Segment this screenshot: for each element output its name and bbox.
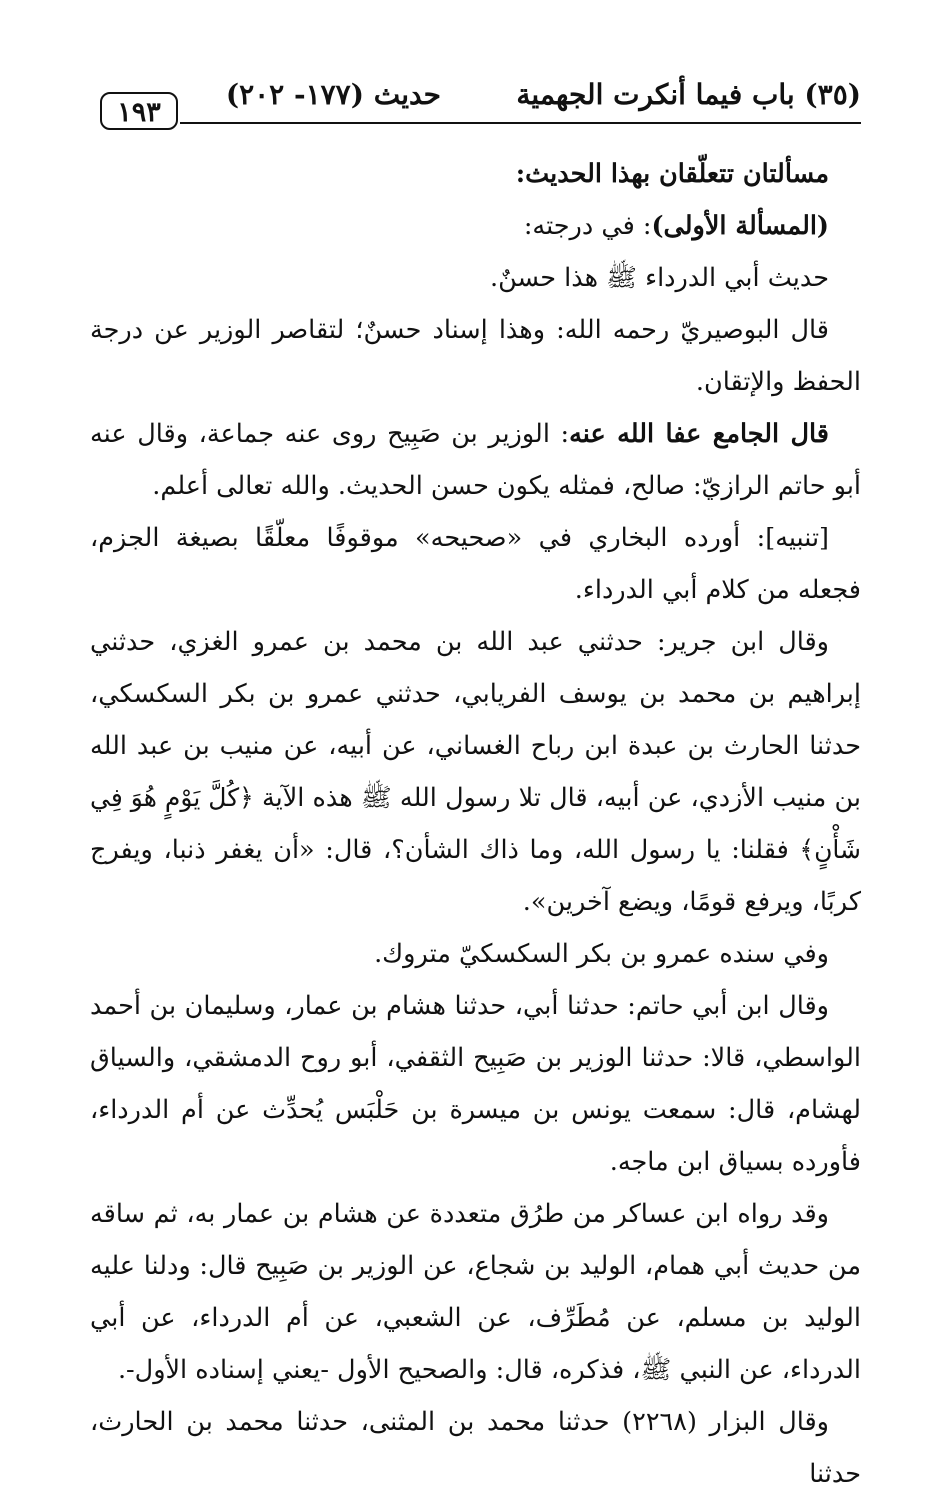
note-paragraph: [تنبيه]: أورده البخاري في «صحيحه» موقوفًا معلّقًا بصيغة الجزم، فجعله من كلام أبي الدرداء. bbox=[90, 523, 861, 605]
hadith-range: حديث (١٧٧- ٢٠٢) bbox=[225, 78, 441, 111]
issue1-paragraph bbox=[90, 200, 861, 252]
page-body bbox=[90, 148, 861, 1500]
issue1-text: : في درجته: bbox=[523, 211, 652, 241]
bazzar-paragraph: وقال البزار (٢٢٦٨) حدثنا محمد بن المثنى، حدثنا محمد بن الحارث، حدثنا bbox=[90, 1407, 861, 1489]
page-number-box bbox=[100, 92, 178, 130]
jami-paragraph bbox=[90, 408, 861, 512]
running-header bbox=[95, 68, 861, 128]
isnad-note: وفي سنده عمرو بن بكر السكسكيّ متروك. bbox=[374, 939, 829, 969]
ibn-jarir-text-1: وقال ابن جرير: حدثني عبد الله بن محمد بن عمرو الغزي، حدثني إبراهيم بن محمد بن يوسف الفريابي، حدثني عمرو بن بكر السكسكي، حدثنا الحارث بن عبدة ابن رباح الغساني، عن أبيه، عن منيب بن عبد الله بن منيب الأزدي، عن أبيه، قال تلا رسول الله ﷺ هذه الآية bbox=[90, 627, 862, 813]
jami-text: : الوزير بن صَبِيح روى عنه جماعة، وقال عنه أبو حاتم الرازيّ: صالح، فمثله يكون حسن الحديث. والله تعالى أعلم. bbox=[90, 419, 861, 501]
ibn-abi-hatim-paragraph: وقال ابن أبي حاتم: حدثنا أبي، حدثنا هشام بن عمار، وسليمان بن أحمد الواسطي، قالا: حدثنا الوزير بن صَبِيح الثقفي، أبو روح الدمشقي، والسياق لهشام، قال: سمعت يونس بن ميسرة بن حَلْبَس يُحدِّث عن أم الدرداء، فأورده بسياق ابن ماجه. bbox=[90, 991, 861, 1177]
ibn-jarir-text-2: فقلنا: يا رسول الله، وما ذاك الشأن؟، قال: «أن يغفر ذنبا، ويفرج كربًا، ويرفع قومًا، ويضع آخرين». bbox=[90, 835, 861, 917]
chapter-title: (٣٥) باب فيما أنكرت الجهمية bbox=[516, 78, 861, 111]
quran-verse: ﴿كُلَّ يَوْمٍ هُوَ فِي شَأْنٍ﴾ bbox=[90, 783, 861, 864]
header-rule bbox=[180, 122, 861, 124]
grade-paragraph: حديث أبي الدرداء ﷺ هذا حسنٌ. bbox=[490, 263, 829, 293]
issue1-label: (المسألة الأولى) bbox=[651, 211, 829, 241]
section-heading: مسألتان تتعلّقان بهذا الحديث: bbox=[515, 159, 829, 189]
page-number: ١٩٣ bbox=[117, 97, 161, 128]
ibn-asakir-paragraph: وقد رواه ابن عساكر من طرُق متعددة عن هشام بن عمار به، ثم ساقه من حديث أبي همام، الوليد بن شجاع، عن الوزير بن صَبِيح قال: ودلنا عليه الوليد بن مسلم، عن مُطَرِّف، عن الشعبي، عن أم الدرداء، عن أبي الدرداء، عن النبي ﷺ، فذكره، قال: والصحيح الأول -يعني إسناده الأول-. bbox=[90, 1199, 861, 1385]
jami-label: قال الجامع عفا الله عنه bbox=[569, 419, 830, 449]
busiri-paragraph: قال البوصيريّ رحمه الله: وهذا إسناد حسنٌ؛ لتقاصر الوزير عن درجة الحفظ والإتقان. bbox=[90, 315, 861, 397]
ibn-jarir-paragraph bbox=[90, 616, 861, 928]
